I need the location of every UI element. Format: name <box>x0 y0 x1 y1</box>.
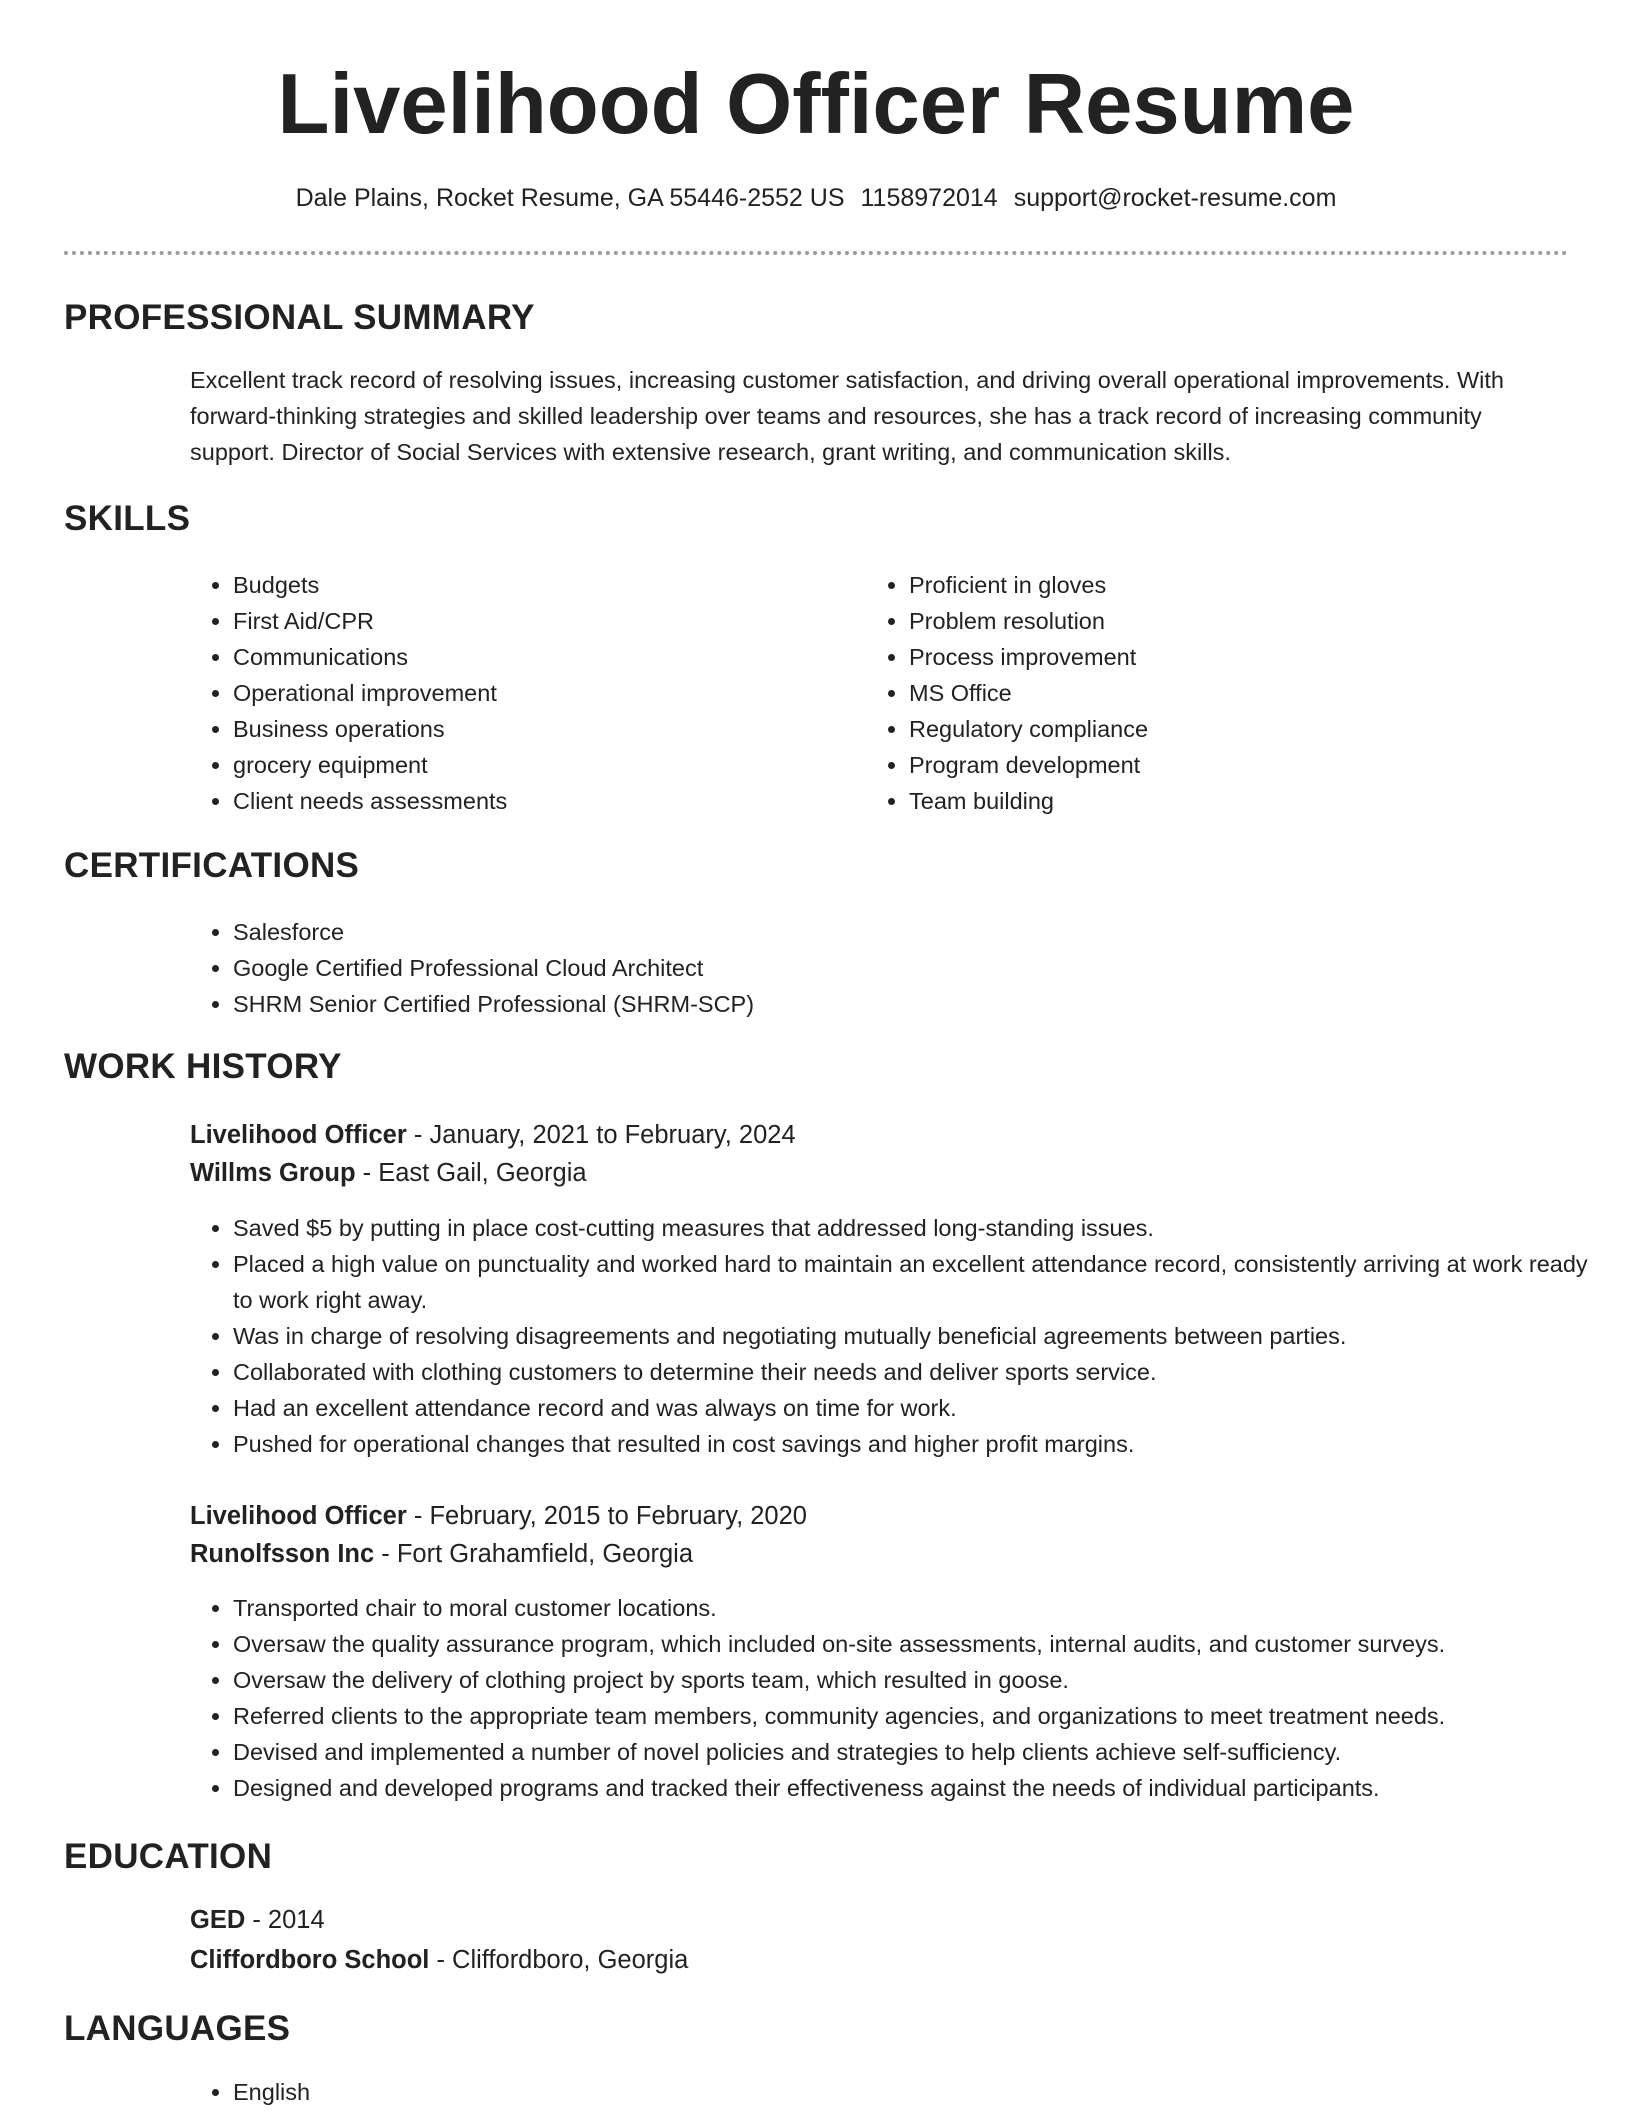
skill-item: • Proficient in gloves <box>909 567 1509 603</box>
resume-title: Livelihood Officer Resume <box>277 57 1355 152</box>
job-location: - East Gail, Georgia <box>355 1159 587 1187</box>
job-bullet: • Was in charge of resolving disagreements and negotiating mutually beneficial agreements between parties. <box>233 1318 1593 1354</box>
job-title: Livelihood Officer <box>190 1121 407 1149</box>
skill-item: • Regulatory compliance <box>909 711 1509 747</box>
job-bullets <box>190 1210 1593 1462</box>
language-item: • English <box>233 2074 833 2110</box>
skill-item: • Team building <box>909 783 1509 819</box>
skill-item: • Client needs assessments <box>233 783 833 819</box>
certifications-list <box>190 914 1533 1022</box>
skill-item: • First Aid/CPR <box>233 603 833 639</box>
skill-item: • Business operations <box>233 711 833 747</box>
skills-heading: SKILLS <box>64 499 191 538</box>
job-bullet: • Referred clients to the appropriate team members, community agencies, and organizations to meet treatment needs. <box>233 1698 1593 1734</box>
skill-item: • Program development <box>909 747 1509 783</box>
skill-item: • Process improvement <box>909 639 1509 675</box>
job-location: - Fort Grahamfield, Georgia <box>374 1540 694 1568</box>
job-company-line <box>190 1154 587 1192</box>
skill-item: • Operational improvement <box>233 675 833 711</box>
job-bullet: • Collaborated with clothing customers to determine their needs and deliver sports service. <box>233 1354 1593 1390</box>
certifications-heading: CERTIFICATIONS <box>64 846 360 885</box>
job-company: Runolfsson Inc <box>190 1540 375 1568</box>
job-bullet: • Devised and implemented a number of novel policies and strategies to help clients achieve self-sufficiency. <box>233 1734 1593 1770</box>
languages-heading: LANGUAGES <box>64 2009 291 2048</box>
skill-item: • Communications <box>233 639 833 675</box>
header-divider <box>64 251 1568 255</box>
job-dates: - January, 2021 to February, 2024 <box>406 1121 796 1149</box>
education-location: - Cliffordboro, Georgia <box>429 1946 689 1974</box>
job-bullet: • Oversaw the quality assurance program, which included on-site assessments, internal audits, and customer surveys. <box>233 1626 1593 1662</box>
work-history-heading: WORK HISTORY <box>64 1047 342 1086</box>
skills-list-left <box>190 567 833 819</box>
job-title-line <box>190 1116 796 1154</box>
job-title-line <box>190 1497 807 1535</box>
job-dates: - February, 2015 to February, 2020 <box>406 1502 807 1530</box>
summary-heading: PROFESSIONAL SUMMARY <box>64 298 535 337</box>
job-bullet: • Had an excellent attendance record and was always on time for work. <box>233 1390 1593 1426</box>
contact-email: support@rocket-resume.com <box>1013 184 1337 212</box>
certification-item: • Google Certified Professional Cloud Architect <box>233 950 1533 986</box>
education-school-line <box>190 1941 688 1979</box>
job-company-line <box>190 1535 693 1573</box>
summary-text: Excellent track record of resolving issues, increasing customer satisfaction, and driving overall operational improvements. With forward-thinking strategies and skilled leadership over teams and resources, she has a track record of increasing community support. Director of Social Services with extensive research, grant writing, and communication skills. <box>190 367 1504 465</box>
certification-item: • SHRM Senior Certified Professional (SHRM-SCP) <box>233 986 1533 1022</box>
job-bullet: • Oversaw the delivery of clothing project by sports team, which resulted in goose. <box>233 1662 1593 1698</box>
contact-phone: 1158972014 <box>860 184 998 212</box>
job-bullet: • Saved $5 by putting in place cost-cutting measures that addressed long-standing issues. <box>233 1210 1593 1246</box>
education-degree-line <box>190 1901 325 1939</box>
job-company: Willms Group <box>190 1159 356 1187</box>
contact-address: Dale Plains, Rocket Resume, GA 55446-2552 US <box>295 184 845 212</box>
education-school: Cliffordboro School <box>190 1946 430 1974</box>
skills-list-right <box>866 567 1509 819</box>
certification-item: • Salesforce <box>233 914 1533 950</box>
job-bullet: • Transported chair to moral customer locations. <box>233 1590 1593 1626</box>
job-bullets <box>190 1590 1593 1806</box>
skill-item: • grocery equipment <box>233 747 833 783</box>
languages-list <box>190 2074 833 2110</box>
education-degree: GED <box>190 1906 246 1934</box>
job-bullet: • Designed and developed programs and tracked their effectiveness against the needs of individual participants. <box>233 1770 1593 1806</box>
contact-line <box>0 181 1632 215</box>
job-bullet: • Pushed for operational changes that resulted in cost savings and higher profit margins. <box>233 1426 1593 1462</box>
skill-item: • Problem resolution <box>909 603 1509 639</box>
education-heading: EDUCATION <box>64 1837 273 1876</box>
education-year: - 2014 <box>245 1906 325 1934</box>
skill-item: • MS Office <box>909 675 1509 711</box>
job-title: Livelihood Officer <box>190 1502 407 1530</box>
skill-item: • Budgets <box>233 567 833 603</box>
job-bullet: • Placed a high value on punctuality and worked hard to maintain an excellent attendance record, consistently arriving at work ready to work right away. <box>233 1246 1593 1318</box>
